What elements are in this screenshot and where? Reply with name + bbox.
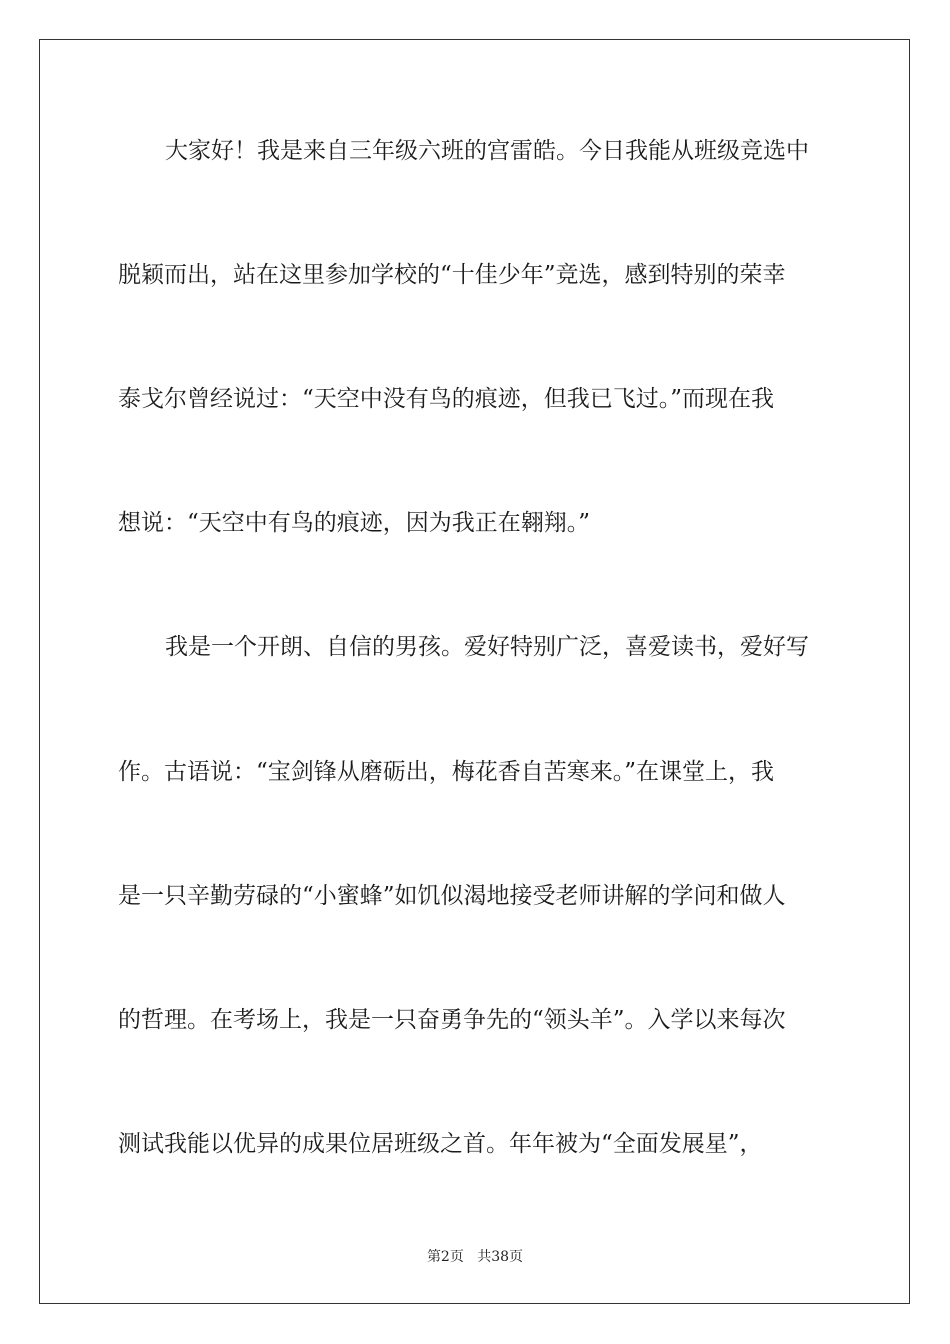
paragraph-line: 泰戈尔曾经说过：“天空中没有鸟的痕迹，但我已飞过。”而现在我 bbox=[118, 386, 775, 412]
paragraph-line: 的哲理。在考场上，我是一只奋勇争先的“领头羊”。入学以来每次 bbox=[118, 1007, 786, 1033]
page-footer bbox=[0, 1247, 950, 1267]
page-total: 共38页 bbox=[477, 1249, 524, 1265]
paragraph-line: 是一只辛勤劳碌的“小蜜蜂”如饥似渴地接受老师讲解的学问和做人 bbox=[118, 883, 786, 909]
page-number: 第2页 bbox=[426, 1249, 464, 1265]
page-border bbox=[39, 39, 910, 1304]
paragraph-line: 我是一个开朗、自信的男孩。爱好特别广泛，喜爱读书，爱好写 bbox=[165, 634, 809, 660]
paragraph-line: 大家好！我是来自三年级六班的宫雷皓。今日我能从班级竞选中 bbox=[165, 138, 809, 164]
paragraph-line: 作。古语说：“宝剑锋从磨砺出，梅花香自苦寒来。”在课堂上，我 bbox=[118, 759, 775, 785]
paragraph-line: 想说：“天空中有鸟的痕迹，因为我正在翱翔。” bbox=[118, 510, 591, 536]
paragraph-line: 脱颖而出，站在这里参加学校的“十佳少年”竞选，感到特别的荣幸 bbox=[118, 262, 786, 288]
paragraph-line: 测试我能以优异的成果位居班级之首。年年被为“全面发展星”， bbox=[118, 1131, 763, 1157]
